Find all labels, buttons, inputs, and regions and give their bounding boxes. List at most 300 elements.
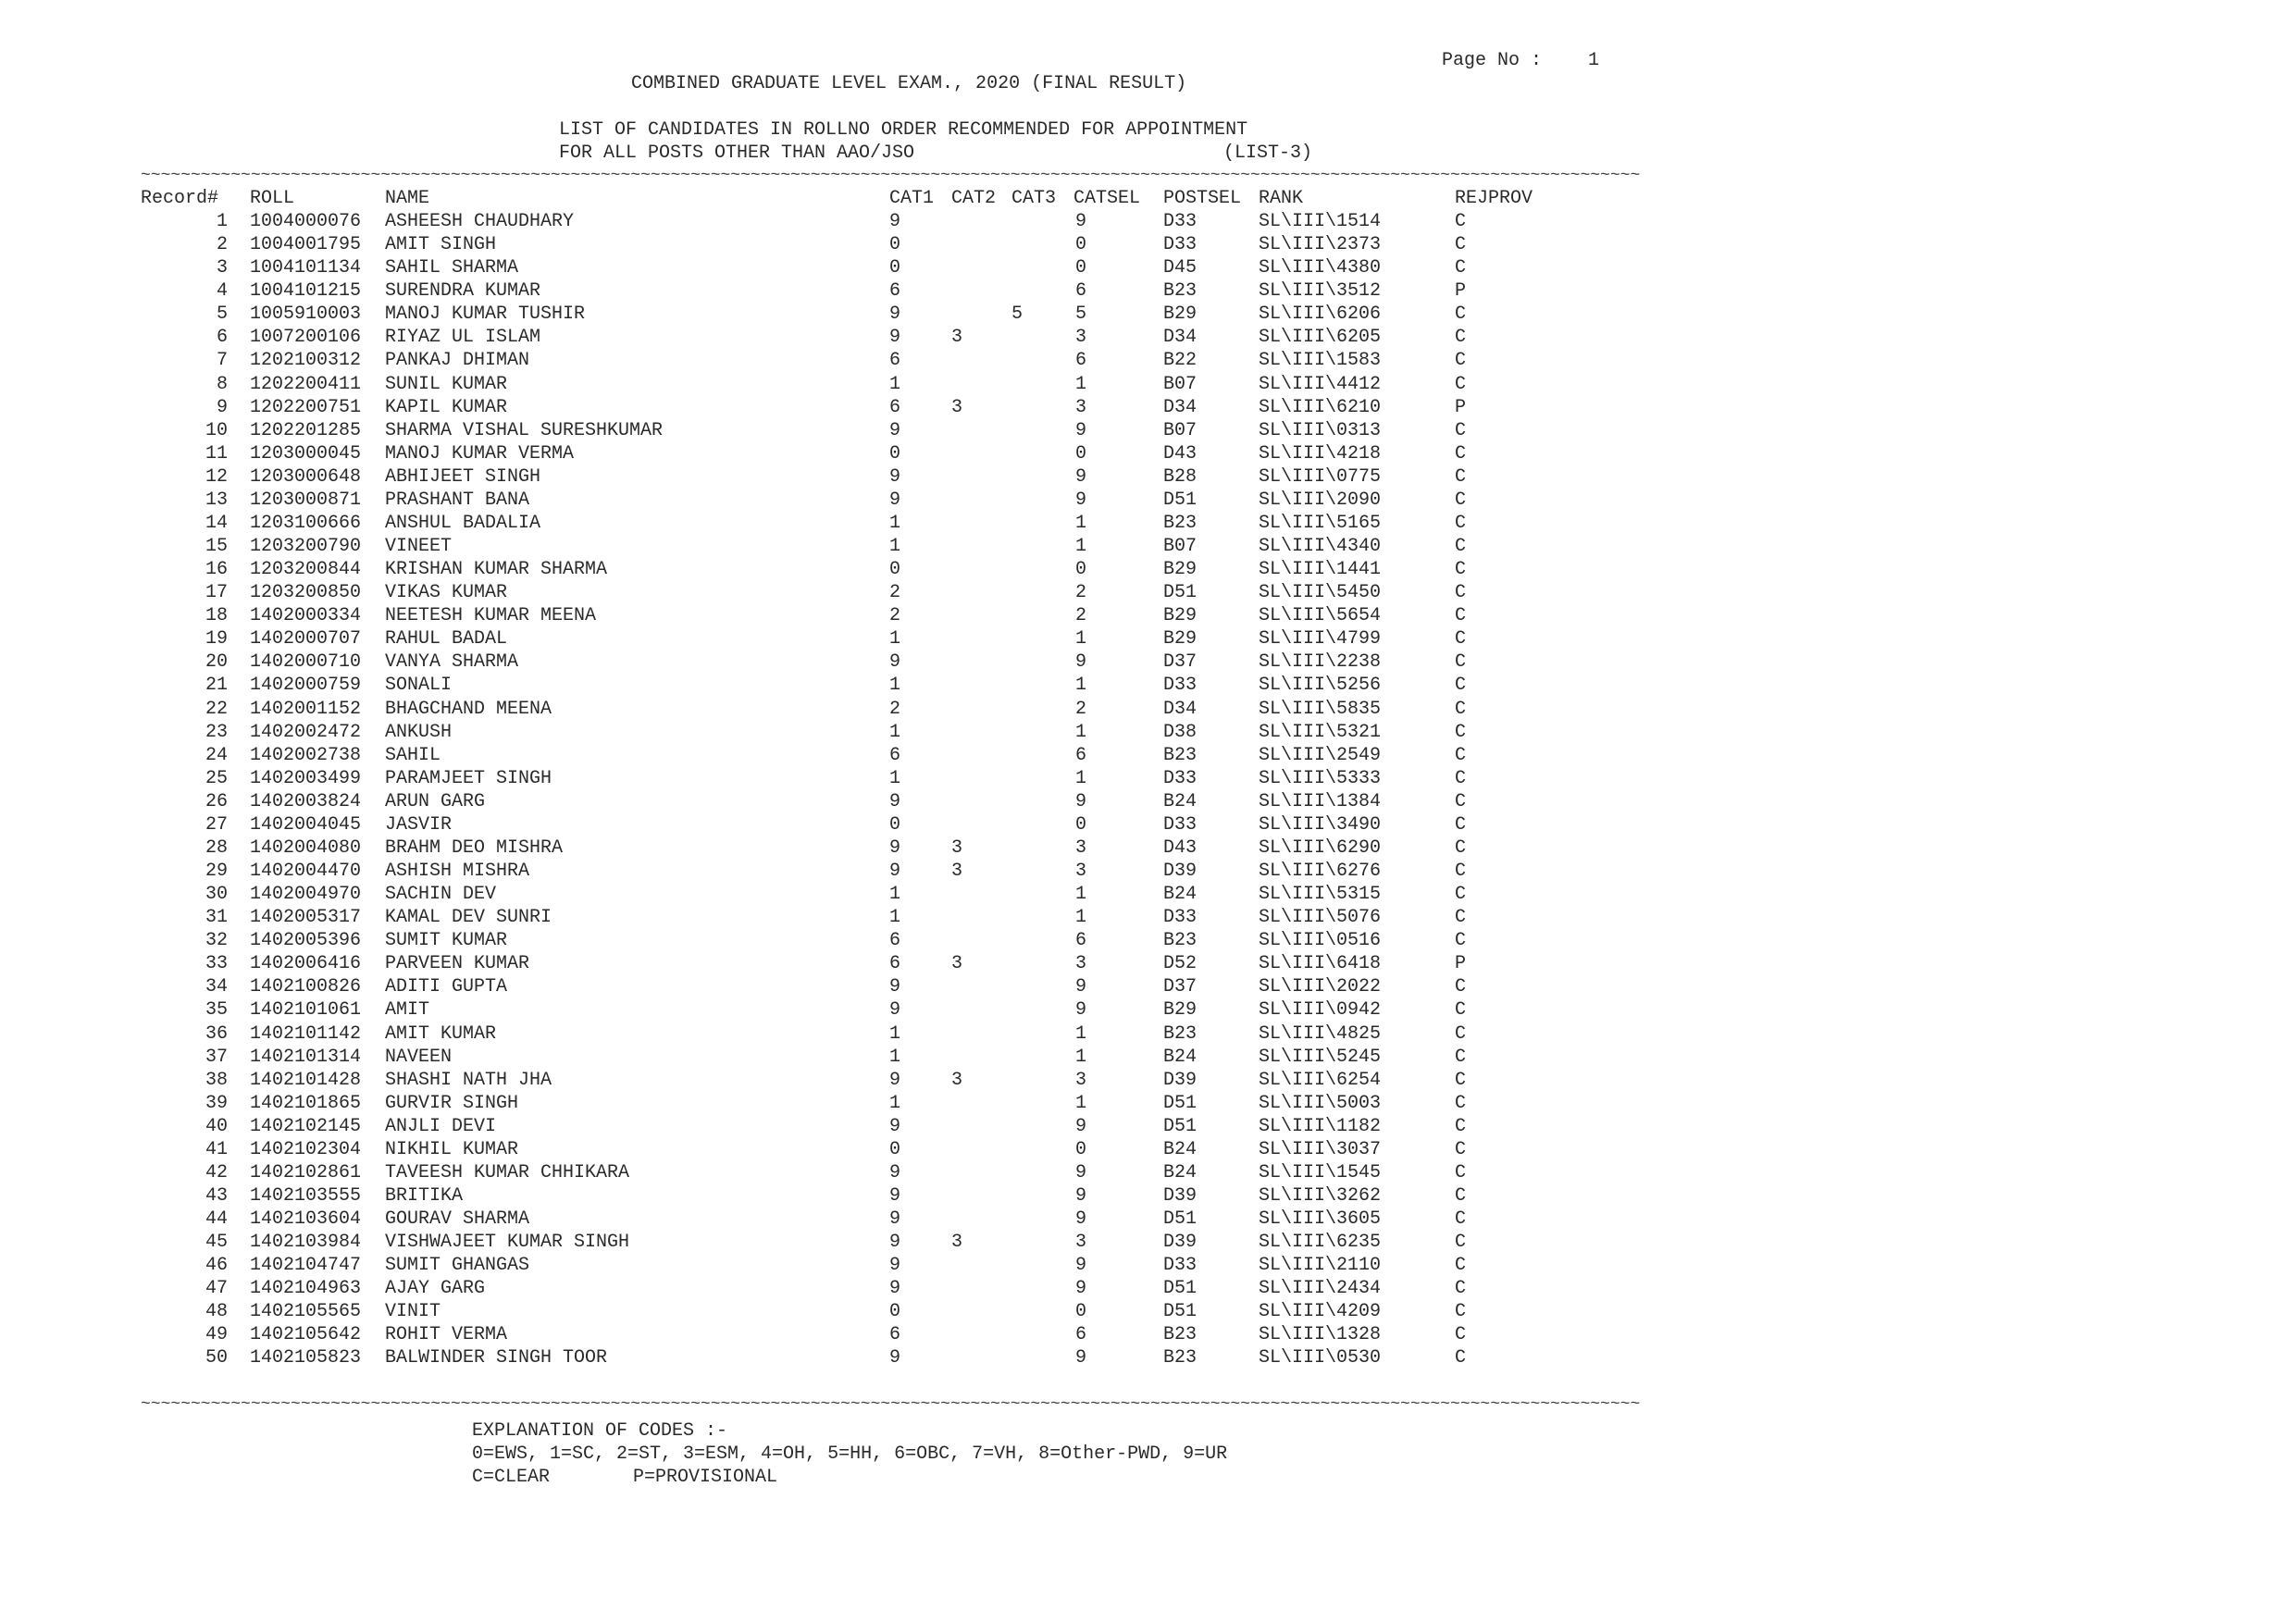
rejprov-cell: C: [1455, 1092, 1467, 1114]
table-row: [0, 465, 2296, 489]
rejprov-cell: C: [1455, 651, 1467, 674]
name-cell: MANOJ KUMAR TUSHIR: [385, 304, 586, 326]
rank-cell: SL\III\3037: [1259, 1138, 1382, 1160]
catsel-cell: 2: [1075, 582, 1087, 604]
postsel-cell: D33: [1163, 1255, 1198, 1277]
rank-cell: SL\III\4218: [1259, 442, 1382, 465]
rejprov-cell: C: [1455, 861, 1467, 882]
name-cell: SAHIL: [385, 744, 441, 766]
table-row: [0, 1346, 2296, 1369]
roll-cell: 1203200790: [250, 536, 362, 557]
catsel-cell: 1: [1075, 907, 1087, 929]
catsel-cell: 9: [1075, 465, 1087, 488]
cat3-cell: 5: [1011, 304, 1024, 326]
name-cell: BRAHM DEO MISHRA: [385, 836, 564, 859]
catsel-cell: 9: [1075, 1115, 1087, 1137]
name-cell: SONALI: [385, 675, 453, 697]
roll-cell: 1402006416: [250, 953, 362, 975]
cat2-cell: 3: [951, 1232, 963, 1254]
roll-cell: 1402100826: [250, 976, 362, 998]
table-row: [0, 558, 2296, 581]
name-cell: AMIT KUMAR: [385, 1022, 497, 1045]
name-cell: RAHUL BADAL: [385, 628, 508, 650]
catsel-cell: 1: [1075, 884, 1087, 905]
rank-cell: SL\III\0775: [1259, 465, 1382, 488]
table-row: [0, 535, 2296, 558]
cat2-cell: 3: [951, 1069, 963, 1091]
cat1-cell: 9: [889, 1161, 901, 1183]
rank-cell: SL\III\6235: [1259, 1232, 1382, 1254]
cat2-cell: 3: [951, 327, 963, 349]
name-cell: RIYAZ UL ISLAM: [385, 327, 541, 349]
catsel-cell: 0: [1075, 234, 1087, 256]
rank-cell: SL\III\6254: [1259, 1069, 1382, 1091]
rank-cell: SL\III\2090: [1259, 489, 1382, 511]
rejprov-cell: C: [1455, 907, 1467, 929]
header-rejprov: REJPROV: [1455, 188, 1533, 209]
record-cell: 26: [205, 790, 228, 812]
cat1-cell: 0: [889, 1301, 901, 1323]
record-cell: 38: [205, 1069, 228, 1091]
cat2-cell: 3: [951, 396, 963, 418]
cat1-cell: 9: [889, 651, 901, 674]
table-row: [0, 998, 2296, 1022]
rejprov-cell: C: [1455, 675, 1467, 697]
roll-cell: 1402105823: [250, 1347, 362, 1369]
catsel-cell: 0: [1075, 442, 1087, 465]
catsel-cell: 6: [1075, 744, 1087, 766]
name-cell: BHAGCHAND MEENA: [385, 698, 552, 720]
record-cell: 43: [205, 1184, 228, 1207]
header-roll: ROLL: [250, 188, 295, 209]
name-cell: PARAMJEET SINGH: [385, 767, 552, 789]
catsel-cell: 9: [1075, 651, 1087, 674]
catsel-cell: 3: [1075, 861, 1087, 882]
catsel-cell: 9: [1075, 1278, 1087, 1300]
catsel-cell: 9: [1075, 1161, 1087, 1183]
cat1-cell: 9: [889, 999, 901, 1022]
cat1-cell: 6: [889, 280, 901, 303]
name-cell: VIKAS KUMAR: [385, 582, 508, 604]
roll-cell: 1402003824: [250, 790, 362, 812]
catsel-cell: 9: [1075, 1255, 1087, 1277]
table-row: [0, 1323, 2296, 1346]
rejprov-cell: C: [1455, 1347, 1467, 1369]
record-cell: 3: [216, 257, 228, 279]
catsel-cell: 1: [1075, 628, 1087, 650]
roll-cell: 1402005396: [250, 930, 362, 952]
cat1-cell: 9: [889, 1278, 901, 1300]
rejprov-cell: C: [1455, 744, 1467, 766]
name-cell: PARVEEN KUMAR: [385, 953, 530, 975]
table-row: [0, 233, 2296, 256]
table-row: [0, 906, 2296, 929]
record-cell: 16: [205, 559, 228, 580]
provisional-code: P=PROVISIONAL: [633, 1467, 778, 1488]
cat1-cell: 0: [889, 234, 901, 256]
record-cell: 8: [216, 373, 228, 395]
record-cell: 2: [216, 234, 228, 256]
table-row: [0, 975, 2296, 998]
cat1-cell: 6: [889, 350, 901, 372]
name-cell: BALWINDER SINGH TOOR: [385, 1347, 608, 1369]
table-row: [0, 1022, 2296, 1046]
rank-cell: SL\III\6276: [1259, 861, 1382, 882]
roll-cell: 1203000648: [250, 465, 362, 488]
catsel-cell: 9: [1075, 790, 1087, 812]
roll-cell: 1202100312: [250, 350, 362, 372]
roll-cell: 1402105642: [250, 1324, 362, 1346]
record-cell: 29: [205, 861, 228, 882]
record-cell: 49: [205, 1324, 228, 1346]
postsel-cell: D37: [1163, 976, 1198, 998]
postsel-cell: D34: [1163, 396, 1198, 418]
cat1-cell: 9: [889, 465, 901, 488]
catsel-cell: 9: [1075, 1347, 1087, 1369]
name-cell: SURENDRA KUMAR: [385, 280, 541, 303]
roll-cell: 1402102861: [250, 1161, 362, 1183]
roll-cell: 1402000759: [250, 675, 362, 697]
record-cell: 45: [205, 1232, 228, 1254]
rank-cell: SL\III\3490: [1259, 813, 1382, 836]
cat1-cell: 9: [889, 1069, 901, 1091]
cat1-cell: 0: [889, 559, 901, 580]
record-cell: 25: [205, 767, 228, 789]
postsel-cell: B24: [1163, 1161, 1198, 1183]
catsel-cell: 1: [1075, 675, 1087, 697]
catsel-cell: 0: [1075, 813, 1087, 836]
postsel-cell: B23: [1163, 1324, 1198, 1346]
roll-cell: 1402101142: [250, 1022, 362, 1045]
roll-cell: 1202201285: [250, 419, 362, 441]
table-row: [0, 836, 2296, 860]
table-row: [0, 581, 2296, 604]
rejprov-cell: C: [1455, 1255, 1467, 1277]
table-row: [0, 698, 2296, 721]
table-row: [0, 279, 2296, 303]
catsel-cell: 1: [1075, 1022, 1087, 1045]
rejprov-cell: C: [1455, 304, 1467, 326]
roll-cell: 1402104963: [250, 1278, 362, 1300]
record-cell: 21: [205, 675, 228, 697]
cat1-cell: 9: [889, 304, 901, 326]
rank-cell: SL\III\1514: [1259, 211, 1382, 232]
postsel-cell: D33: [1163, 234, 1198, 256]
catsel-cell: 2: [1075, 605, 1087, 627]
record-cell: 46: [205, 1255, 228, 1277]
cat1-cell: 2: [889, 582, 901, 604]
roll-cell: 1402004045: [250, 813, 362, 836]
name-cell: SUNIL KUMAR: [385, 373, 508, 395]
roll-cell: 1007200106: [250, 327, 362, 349]
cat1-cell: 2: [889, 698, 901, 720]
cat1-cell: 0: [889, 1138, 901, 1160]
name-cell: KAPIL KUMAR: [385, 396, 508, 418]
cat1-cell: 9: [889, 211, 901, 232]
name-cell: ASHISH MISHRA: [385, 861, 530, 882]
postsel-cell: D39: [1163, 1232, 1198, 1254]
catsel-cell: 2: [1075, 698, 1087, 720]
catsel-cell: 0: [1075, 559, 1087, 580]
roll-cell: 1402102304: [250, 1138, 362, 1160]
table-row: [0, 813, 2296, 836]
catsel-cell: 1: [1075, 1092, 1087, 1114]
cat1-cell: 9: [889, 836, 901, 859]
name-cell: GURVIR SINGH: [385, 1092, 519, 1114]
roll-cell: 1402004970: [250, 884, 362, 905]
table-row: [0, 627, 2296, 650]
rank-cell: SL\III\5256: [1259, 675, 1382, 697]
name-cell: ASHEESH CHAUDHARY: [385, 211, 575, 232]
table-row: [0, 373, 2296, 396]
record-cell: 27: [205, 813, 228, 836]
catsel-cell: 1: [1075, 373, 1087, 395]
name-cell: BRITIKA: [385, 1184, 464, 1207]
name-cell: ADITI GUPTA: [385, 976, 508, 998]
postsel-cell: D43: [1163, 836, 1198, 859]
rejprov-cell: C: [1455, 721, 1467, 743]
record-cell: 22: [205, 698, 228, 720]
rejprov-cell: C: [1455, 930, 1467, 952]
table-row: [0, 1092, 2296, 1115]
table-row: [0, 1046, 2296, 1069]
postsel-cell: B23: [1163, 512, 1198, 534]
cat1-cell: 0: [889, 442, 901, 465]
roll-cell: 1402002738: [250, 744, 362, 766]
record-cell: 23: [205, 721, 228, 743]
table-row: [0, 674, 2296, 697]
cat1-cell: 9: [889, 489, 901, 511]
cat1-cell: 9: [889, 1347, 901, 1369]
postsel-cell: D51: [1163, 1115, 1198, 1137]
cat1-cell: 9: [889, 1115, 901, 1137]
rank-cell: SL\III\5315: [1259, 884, 1382, 905]
rank-cell: SL\III\5003: [1259, 1092, 1382, 1114]
postsel-cell: B24: [1163, 884, 1198, 905]
name-cell: AMIT SINGH: [385, 234, 497, 256]
record-cell: 34: [205, 976, 228, 998]
cat1-cell: 6: [889, 396, 901, 418]
postsel-cell: B23: [1163, 930, 1198, 952]
cat1-cell: 1: [889, 1092, 901, 1114]
postsel-cell: D33: [1163, 767, 1198, 789]
rejprov-cell: C: [1455, 350, 1467, 372]
table-row: [0, 650, 2296, 674]
name-cell: MANOJ KUMAR VERMA: [385, 442, 575, 465]
name-cell: ROHIT VERMA: [385, 1324, 508, 1346]
postsel-cell: B29: [1163, 605, 1198, 627]
name-cell: NEETESH KUMAR MEENA: [385, 605, 597, 627]
record-cell: 33: [205, 953, 228, 975]
postsel-cell: D33: [1163, 907, 1198, 929]
rejprov-cell: C: [1455, 1138, 1467, 1160]
rejprov-cell: C: [1455, 1301, 1467, 1323]
record-cell: 12: [205, 465, 228, 488]
cat1-cell: 6: [889, 1324, 901, 1346]
rank-cell: SL\III\5450: [1259, 582, 1382, 604]
name-cell: VANYA SHARMA: [385, 651, 519, 674]
rejprov-cell: C: [1455, 536, 1467, 557]
record-cell: 9: [216, 396, 228, 418]
postsel-cell: B29: [1163, 304, 1198, 326]
name-cell: ANSHUL BADALIA: [385, 512, 541, 534]
record-cell: 20: [205, 651, 228, 674]
postsel-cell: D33: [1163, 211, 1198, 232]
catsel-cell: 3: [1075, 327, 1087, 349]
rank-cell: SL\III\2110: [1259, 1255, 1382, 1277]
record-cell: 37: [205, 1046, 228, 1068]
table-row: [0, 883, 2296, 906]
roll-cell: 1203000871: [250, 489, 362, 511]
cat1-cell: 1: [889, 721, 901, 743]
rejprov-cell: C: [1455, 836, 1467, 859]
roll-cell: 1202200411: [250, 373, 362, 395]
cat2-cell: 3: [951, 861, 963, 882]
record-cell: 39: [205, 1092, 228, 1114]
rank-cell: SL\III\0530: [1259, 1347, 1382, 1369]
name-cell: NIKHIL KUMAR: [385, 1138, 519, 1160]
postsel-cell: D33: [1163, 813, 1198, 836]
postsel-cell: D39: [1163, 861, 1198, 882]
cat1-cell: 9: [889, 1208, 901, 1230]
page-number-label: Page No :: [1442, 50, 1543, 71]
cat1-cell: 9: [889, 976, 901, 998]
clear-code: C=CLEAR: [472, 1467, 551, 1488]
postsel-cell: D38: [1163, 721, 1198, 743]
rejprov-cell: C: [1455, 605, 1467, 627]
rank-cell: SL\III\0516: [1259, 930, 1382, 952]
postsel-cell: D37: [1163, 651, 1198, 674]
record-cell: 44: [205, 1208, 228, 1230]
rank-cell: SL\III\4209: [1259, 1301, 1382, 1323]
postsel-cell: B23: [1163, 280, 1198, 303]
catsel-cell: 9: [1075, 976, 1087, 998]
catsel-cell: 1: [1075, 767, 1087, 789]
roll-cell: 1402004470: [250, 861, 362, 882]
rank-cell: SL\III\6206: [1259, 304, 1382, 326]
rejprov-cell: C: [1455, 512, 1467, 534]
cat1-cell: 1: [889, 907, 901, 929]
catsel-cell: 9: [1075, 999, 1087, 1022]
cat1-cell: 1: [889, 884, 901, 905]
rank-cell: SL\III\3605: [1259, 1208, 1382, 1230]
rank-cell: SL\III\3512: [1259, 280, 1382, 303]
rejprov-cell: P: [1455, 953, 1467, 975]
rank-cell: SL\III\5165: [1259, 512, 1382, 534]
catsel-cell: 9: [1075, 211, 1087, 232]
roll-cell: 1402104747: [250, 1255, 362, 1277]
table-row: [0, 1138, 2296, 1161]
catsel-cell: 6: [1075, 280, 1087, 303]
record-cell: 13: [205, 489, 228, 511]
catsel-cell: 1: [1075, 536, 1087, 557]
table-row: [0, 419, 2296, 442]
catsel-cell: 9: [1075, 1208, 1087, 1230]
postsel-cell: B24: [1163, 1046, 1198, 1068]
postsel-cell: B22: [1163, 350, 1198, 372]
record-cell: 11: [205, 442, 228, 465]
name-cell: SUMIT GHANGAS: [385, 1255, 530, 1277]
cat1-cell: 2: [889, 605, 901, 627]
name-cell: ANJLI DEVI: [385, 1115, 497, 1137]
rank-cell: SL\III\4799: [1259, 628, 1382, 650]
table-row: [0, 1231, 2296, 1254]
catsel-cell: 3: [1075, 836, 1087, 859]
rank-cell: SL\III\5835: [1259, 698, 1382, 720]
postsel-cell: D34: [1163, 327, 1198, 349]
postsel-cell: D52: [1163, 953, 1198, 975]
cat2-cell: 3: [951, 953, 963, 975]
postsel-cell: B23: [1163, 1347, 1198, 1369]
postsel-cell: D34: [1163, 698, 1198, 720]
name-cell: SACHIN DEV: [385, 884, 497, 905]
rank-cell: SL\III\5654: [1259, 605, 1382, 627]
roll-cell: 1402002472: [250, 721, 362, 743]
roll-cell: 1402102145: [250, 1115, 362, 1137]
table-row: [0, 256, 2296, 279]
catsel-cell: 0: [1075, 1301, 1087, 1323]
list-number: (LIST-3): [1223, 142, 1313, 164]
rejprov-cell: C: [1455, 1161, 1467, 1183]
cat1-cell: 1: [889, 767, 901, 789]
catsel-cell: 0: [1075, 257, 1087, 279]
record-cell: 4: [216, 280, 228, 303]
name-cell: ABHIJEET SINGH: [385, 465, 541, 488]
rejprov-cell: C: [1455, 1208, 1467, 1230]
rank-cell: SL\III\0313: [1259, 419, 1382, 441]
name-cell: AMIT: [385, 999, 430, 1022]
roll-cell: 1402101865: [250, 1092, 362, 1114]
rejprov-cell: C: [1455, 1069, 1467, 1091]
catsel-cell: 3: [1075, 953, 1087, 975]
catsel-cell: 9: [1075, 1184, 1087, 1207]
rejprov-cell: C: [1455, 767, 1467, 789]
top-rule: ~~~~~~~~~~~~~~~~~~~~~~~~~~~~~~~~~~~~~~~~~~~~~~~~~~~~~~~~~~~~~~~~~~~~~~~~~~~~~~~~~~~~~~~~~~~~~~~~~~~~~~~~~~~~~~~~~~~~~~~~~~~~~~~~~~~~~~~~~~~~~~~~~~~~~~: [141, 167, 1641, 185]
table-row: [0, 442, 2296, 465]
postsel-cell: B07: [1163, 373, 1198, 395]
record-cell: 35: [205, 999, 228, 1022]
exam-title: COMBINED GRADUATE LEVEL EXAM., 2020 (FINAL RESULT): [631, 73, 1187, 94]
list-title-line1: LIST OF CANDIDATES IN ROLLNO ORDER RECOMMENDED FOR APPOINTMENT: [559, 119, 1248, 141]
rejprov-cell: C: [1455, 1232, 1467, 1254]
table-row: [0, 767, 2296, 790]
cat1-cell: 9: [889, 1232, 901, 1254]
postsel-cell: B28: [1163, 465, 1198, 488]
roll-cell: 1402103984: [250, 1232, 362, 1254]
catsel-cell: 3: [1075, 1232, 1087, 1254]
rejprov-cell: P: [1455, 280, 1467, 303]
rejprov-cell: C: [1455, 1324, 1467, 1346]
rank-cell: SL\III\1182: [1259, 1115, 1382, 1137]
cat1-cell: 1: [889, 1046, 901, 1068]
postsel-cell: D51: [1163, 489, 1198, 511]
rank-cell: SL\III\2022: [1259, 976, 1382, 998]
name-cell: SHASHI NATH JHA: [385, 1069, 552, 1091]
rank-cell: SL\III\2434: [1259, 1278, 1382, 1300]
table-row: [0, 721, 2296, 744]
cat1-cell: 1: [889, 373, 901, 395]
postsel-cell: B24: [1163, 790, 1198, 812]
record-cell: 6: [216, 327, 228, 349]
postsel-cell: D33: [1163, 675, 1198, 697]
name-cell: SAHIL SHARMA: [385, 257, 519, 279]
rejprov-cell: C: [1455, 1022, 1467, 1045]
postsel-cell: B29: [1163, 628, 1198, 650]
header-catsel: CATSEL: [1074, 188, 1141, 209]
rejprov-cell: C: [1455, 419, 1467, 441]
table-row: [0, 1277, 2296, 1300]
record-cell: 30: [205, 884, 228, 905]
